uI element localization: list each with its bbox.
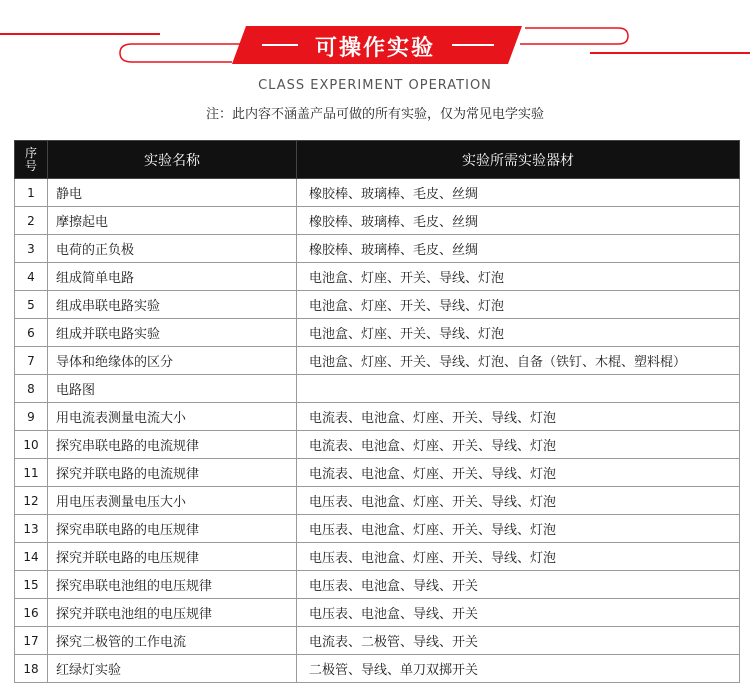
cell-experiment-name: 探究串联电路的电压规律 — [48, 515, 297, 543]
cell-index: 4 — [15, 263, 48, 291]
cell-experiment-name: 用电压表测量电压大小 — [48, 487, 297, 515]
table-row — [15, 627, 740, 655]
cell-index: 11 — [15, 459, 48, 487]
cell-index: 3 — [15, 235, 48, 263]
left-deco-bracket — [120, 44, 240, 62]
cell-equipment: 电池盒、灯座、开关、导线、灯泡、自备（铁钉、木棍、塑料棍） — [297, 347, 740, 375]
cell-index: 16 — [15, 599, 48, 627]
table-row — [15, 375, 740, 403]
table-row — [15, 431, 740, 459]
cell-experiment-name: 电路图 — [48, 375, 297, 403]
cell-experiment-name: 探究并联电路的电流规律 — [48, 459, 297, 487]
cell-equipment: 电流表、电池盒、灯座、开关、导线、灯泡 — [297, 403, 740, 431]
table-row — [15, 487, 740, 515]
page-title: 可操作实验 — [314, 36, 435, 61]
cell-equipment: 橡胶棒、玻璃棒、毛皮、丝绸 — [297, 179, 740, 207]
table-row — [15, 319, 740, 347]
cell-experiment-name: 探究串联电路的电流规律 — [48, 431, 297, 459]
column-header-name: 实验名称 — [48, 141, 297, 179]
cell-experiment-name: 静电 — [48, 179, 297, 207]
cell-index: 6 — [15, 319, 48, 347]
cell-experiment-name: 导体和绝缘体的区分 — [48, 347, 297, 375]
cell-index: 14 — [15, 543, 48, 571]
cell-equipment: 电流表、电池盒、灯座、开关、导线、灯泡 — [297, 459, 740, 487]
table-row — [15, 347, 740, 375]
column-header-index: 序 号 — [15, 141, 48, 179]
cell-experiment-name: 探究串联电池组的电压规律 — [48, 571, 297, 599]
cell-equipment: 二极管、导线、单刀双掷开关 — [297, 655, 740, 683]
cell-equipment: 电压表、电池盒、灯座、开关、导线、灯泡 — [297, 515, 740, 543]
table-row — [15, 599, 740, 627]
cell-equipment: 橡胶棒、玻璃棒、毛皮、丝绸 — [297, 207, 740, 235]
cell-index: 12 — [15, 487, 48, 515]
cell-experiment-name: 电荷的正负极 — [48, 235, 297, 263]
cell-equipment: 电压表、电池盒、灯座、开关、导线、灯泡 — [297, 487, 740, 515]
disclaimer-note: 注：此内容不涵盖产品可做的所有实验，仅为常见电学实验 — [205, 107, 544, 122]
page-subtitle: CLASS EXPERIMENT OPERATION — [258, 78, 492, 93]
cell-experiment-name: 探究二极管的工作电流 — [48, 627, 297, 655]
table-row — [15, 207, 740, 235]
right-deco-bracket — [520, 28, 628, 44]
cell-equipment: 电压表、电池盒、灯座、开关、导线、灯泡 — [297, 543, 740, 571]
cell-experiment-name: 探究并联电池组的电压规律 — [48, 599, 297, 627]
cell-index: 5 — [15, 291, 48, 319]
table-row — [15, 515, 740, 543]
cell-experiment-name: 组成简单电路 — [48, 263, 297, 291]
cell-index: 17 — [15, 627, 48, 655]
cell-index: 10 — [15, 431, 48, 459]
table-row — [15, 179, 740, 207]
cell-index: 18 — [15, 655, 48, 683]
cell-index: 8 — [15, 375, 48, 403]
table-row — [15, 403, 740, 431]
table-row — [15, 543, 740, 571]
cell-index: 1 — [15, 179, 48, 207]
cell-experiment-name: 摩擦起电 — [48, 207, 297, 235]
table-row — [15, 571, 740, 599]
cell-index: 2 — [15, 207, 48, 235]
cell-experiment-name: 红绿灯实验 — [48, 655, 297, 683]
cell-equipment: 电压表、电池盒、导线、开关 — [297, 599, 740, 627]
cell-experiment-name: 组成串联电路实验 — [48, 291, 297, 319]
table-header-row — [15, 141, 740, 179]
table-row — [15, 459, 740, 487]
column-header-equipment: 实验所需实验器材 — [297, 141, 740, 179]
cell-experiment-name: 用电流表测量电流大小 — [48, 403, 297, 431]
cell-index: 13 — [15, 515, 48, 543]
cell-index: 7 — [15, 347, 48, 375]
cell-equipment — [297, 375, 740, 403]
cell-equipment: 电池盒、灯座、开关、导线、灯泡 — [297, 291, 740, 319]
cell-equipment: 电流表、电池盒、灯座、开关、导线、灯泡 — [297, 431, 740, 459]
cell-equipment: 电池盒、灯座、开关、导线、灯泡 — [297, 319, 740, 347]
cell-equipment: 电池盒、灯座、开关、导线、灯泡 — [297, 263, 740, 291]
cell-experiment-name: 探究并联电路的电压规律 — [48, 543, 297, 571]
table-row — [15, 235, 740, 263]
table-row — [15, 655, 740, 683]
table-row — [15, 263, 740, 291]
experiment-table — [14, 140, 740, 683]
cell-equipment: 电流表、二极管、导线、开关 — [297, 627, 740, 655]
cell-index: 9 — [15, 403, 48, 431]
cell-equipment: 橡胶棒、玻璃棒、毛皮、丝绸 — [297, 235, 740, 263]
cell-index: 15 — [15, 571, 48, 599]
cell-experiment-name: 组成并联电路实验 — [48, 319, 297, 347]
table-row — [15, 291, 740, 319]
cell-equipment: 电压表、电池盒、导线、开关 — [297, 571, 740, 599]
